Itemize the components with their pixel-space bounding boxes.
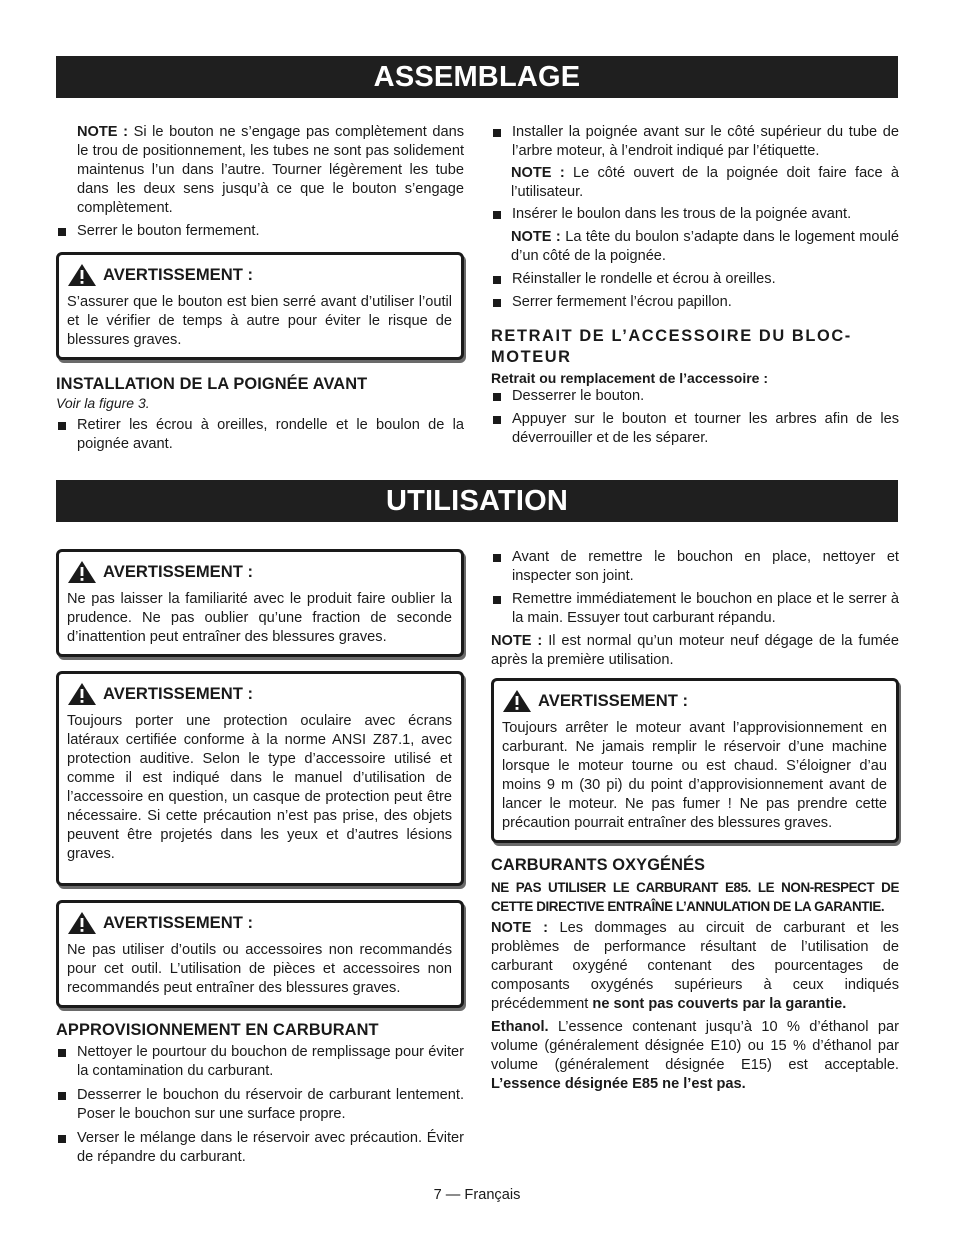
assemblage-right-column bbox=[491, 123, 899, 448]
bullet-appuyer-bouton: Appuyer sur le bouton et tourner les arbres afin de les déverrouiller et de les séparer. bbox=[491, 410, 899, 448]
assemblage-banner: ASSEMBLAGE bbox=[56, 56, 898, 98]
fuel-bullet: Desserrer le bouchon du réservoir de carburant lentement. Poser le bouchon sur une surface propre. bbox=[56, 1086, 464, 1124]
warning-title: AVERTISSEMENT : bbox=[103, 913, 253, 932]
bullet-desserrer-bouton: Desserrer le bouton. bbox=[491, 387, 899, 406]
warning-title: AVERTISSEMENT : bbox=[103, 265, 253, 284]
warning-text: Ne pas utiliser d’outils ou accessoires non recommandés pour cet outil. L’utilisation de pièces et accessoires non recommandés peut entraîner des blessures graves. bbox=[67, 942, 452, 996]
ethanol-paragraph: Ethanol. L’essence contenant jusqu’à 10 % d’éthanol par volume (généralement désignée E10) ou 15 % d’éthanol par volume (généralement désignée E15) est acceptable. L’essence désignée E85 ne l’est pas. bbox=[491, 1019, 899, 1092]
note-bouton: NOTE : Si le bouton ne s’engage pas complètement dans le trou de positionnement, les tubes ne sont pas solidement maintenus l’un dans l’autre. Tourner légèrement les tube dans les deux sens jusqu’à ce que le bouton s’engage complètement. bbox=[77, 124, 464, 216]
fuel-bullet: Verser le mélange dans le réservoir avec précaution. Éviter de répandre du carburant. bbox=[56, 1129, 464, 1167]
see-figure: Voir la figure 3. bbox=[56, 395, 150, 411]
warning-text: Toujours arrêter le moteur avant l’approvisionnement en carburant. Ne jamais remplir le réservoir d’une machine lorsque le moteur tourne ou est chaud. S’éloigner d’au moins 9 m (30 pi) du point d’approvisionnement avant de lancer le moteur. Ne pas fumer ! Ne pas prendre cette précaution pourrait entraîner des blessures graves. bbox=[502, 720, 887, 831]
bullet-inserer-boulon: Insérer le boulon dans les trous de la poignée avant. bbox=[491, 205, 899, 224]
warning-triangle-icon bbox=[502, 689, 532, 713]
utilisation-right-column bbox=[491, 548, 899, 1094]
note-cote-ouvert: NOTE : Le côté ouvert de la poignée doit faire face à l’utilisateur. bbox=[511, 165, 899, 200]
bullet-reinstaller: Réinstaller le rondelle et écrou à oreilles. bbox=[491, 270, 899, 289]
warning-title: AVERTISSEMENT : bbox=[538, 691, 688, 710]
warning-text: Toujours porter une protection oculaire avec écrans latéraux certifiée conforme à la norme ANSI Z87.1, avec protection auditive. Selon le type d’accessoire utilisé et comme il est indiqué dans le manuel d’utilisation de l’accessoire en question, un casque de protection peut être nécessaire. Si cette précaution n’est pas prise, des objets peuvent être projetés dans les yeux et d’autres lésions graves. bbox=[67, 713, 452, 862]
bullet-installer-poignee: Installer la poignée avant sur le côté supérieur du tube de l’arbre moteur, à l’endroit indiqué par l’étiquette. bbox=[491, 123, 899, 161]
warning-text: Ne pas laisser la familiarité avec le produit faire oublier la prudence. Ne pas oublier qu’une fraction de seconde d’inattention peut entraîner des blessures graves. bbox=[67, 591, 452, 645]
warning-box-familiarite bbox=[56, 549, 464, 657]
utilisation-banner: UTILISATION bbox=[56, 480, 898, 522]
heading-carburants-oxygenes: CARBURANTS OXYGÉNÉS bbox=[491, 856, 706, 874]
bullet-retirer-ecrou: Retirer les écrou à oreilles, rondelle et le boulon de la poignée avant. bbox=[56, 416, 464, 454]
note-fumee: NOTE : Il est normal qu’un moteur neuf dégage de la fumée après la première utilisation. bbox=[491, 633, 899, 668]
warning-triangle-icon bbox=[67, 682, 97, 706]
warning-title: AVERTISSEMENT : bbox=[103, 562, 253, 581]
bullet-bouchon-joint: Avant de remettre le bouchon en place, nettoyer et inspecter son joint. bbox=[491, 548, 899, 586]
fuel-bullet: Nettoyer le pourtour du bouchon de remplissage pour éviter la contamination du carburant. bbox=[56, 1043, 464, 1081]
warning-triangle-icon bbox=[67, 911, 97, 935]
warning-box-bouton bbox=[56, 252, 464, 360]
bullet-remettre-bouchon: Remettre immédiatement le bouchon en place et le serrer à la main. Essuyer tout carburant répandu. bbox=[491, 590, 899, 628]
bullet-serrer-ecrou: Serrer fermement l’écrou papillon. bbox=[491, 293, 899, 312]
warning-text: S’assurer que le bouton est bien serré avant d’utiliser l’outil et le vérifier de temps à autre pour éviter le risque de blessures graves. bbox=[67, 294, 452, 348]
note-oxygene: NOTE : Les dommages au circuit de carburant et les problèmes de performance résultant de l’utilisation de carburant oxygéné contenant des pourcentages de composants oxygénés supérieurs à ceux indiqués précédemment ne sont pas couverts par la garantie. bbox=[491, 920, 899, 1012]
heading-retrait-accessoire: RETRAIT DE L’ACCESSOIRE DU BLOC-MOTEUR bbox=[491, 327, 852, 366]
page-number: 7 — Français bbox=[433, 1187, 521, 1203]
warning-box-accessoires bbox=[56, 900, 464, 1008]
warning-box-arret-moteur bbox=[491, 678, 899, 843]
assemblage-left-column bbox=[56, 123, 464, 454]
utilisation-left-column bbox=[56, 549, 464, 1167]
subheading-retrait: Retrait ou remplacement de l’accessoire : bbox=[491, 370, 768, 386]
e85-warning: NE PAS UTILISER LE CARBURANT E85. LE NON-RESPECT DE CETTE DIRECTIVE ENTRAÎNE L’ANNULATION DE LA GARANTIE. bbox=[491, 880, 899, 914]
heading-poignee-avant: INSTALLATION DE LA POIGNÉE AVANT bbox=[56, 375, 368, 393]
heading-approvisionnement: APPROVISIONNEMENT EN CARBURANT bbox=[56, 1021, 379, 1039]
warning-triangle-icon bbox=[67, 560, 97, 584]
bullet-serrer-bouton: Serrer le bouton fermement. bbox=[56, 222, 464, 241]
warning-box-protection bbox=[56, 671, 464, 886]
warning-title: AVERTISSEMENT : bbox=[103, 684, 253, 703]
note-tete-boulon: NOTE : La tête du boulon s’adapte dans le logement moulé d’un côté de la poignée. bbox=[511, 229, 899, 264]
warning-triangle-icon bbox=[67, 263, 97, 287]
